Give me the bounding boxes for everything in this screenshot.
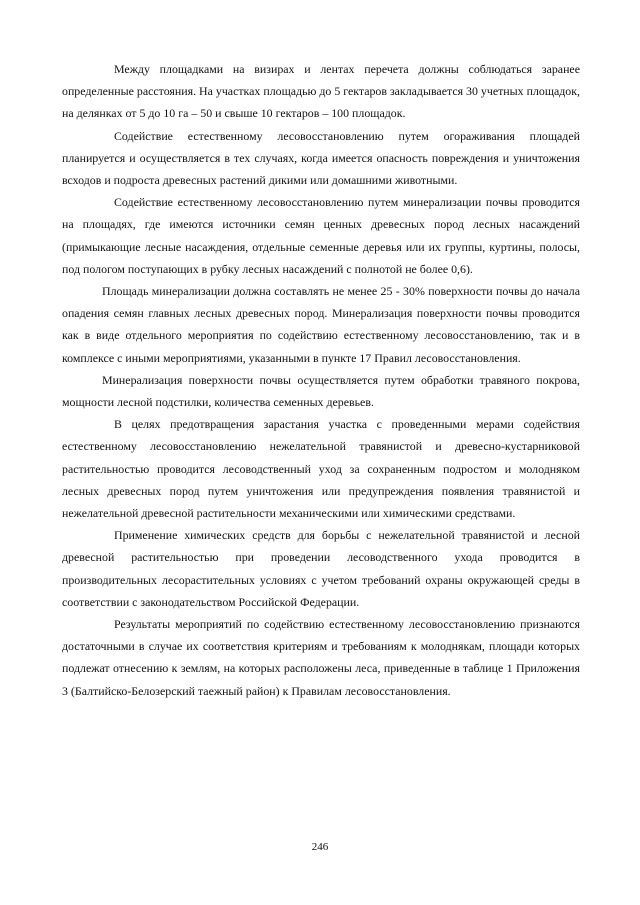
paragraph-6: В целях предотвращения зарастания участка с проведенными мерами содействия естественному лесовосстановлению нежелательной травянистой и древесно-кустарниковой растительностью проводится лесоводственный уход за сохраненным подростом и молодняком лесных древесных пород путем уничтожения или предупреждения появления травянистой и нежелательной древесной растительности механическими или химическими средствами. bbox=[62, 417, 580, 521]
paragraph-4: Площадь минерализации должна составлять не менее 25 - 30% поверхности почвы до начала опадения семян главных лесных древесных пород. Минерализация поверхности почвы проводится как в виде отдельного мероприятия по содействию естественному лесовосстановлению, так и в комплексе с иными мероприятиями, указанными в пункте 17 Правил лесовосстановления. bbox=[62, 284, 580, 365]
paragraph-1: Между площадками на визирах и лентах перечета должны соблюдаться заранее определенные расстояния. На участках площадью до 5 гектаров закладывается 30 учетных площадок, на делянках от 5 до 10 га – 50 и свыше 10 гектаров – 100 площадок. bbox=[62, 62, 580, 121]
page-body bbox=[62, 58, 580, 702]
paragraph-2: Содействие естественному лесовосстановлению путем огораживания площадей планируется и осуществляется в тех случаях, когда имеется опасность повреждения и уничтожения всходов и подроста древесных растений дикими или домашними животными. bbox=[62, 128, 580, 188]
paragraph-7: Применение химических средств для борьбы с нежелательной травянистой и лесной древесной растительностью при проведении лесоводственного ухода проводится в производительных лесорастительных условиях с учетом требований охраны окружающей среды в соответствии с законодательством Российской Федерации. bbox=[62, 528, 580, 609]
paragraph-5: Минерализация поверхности почвы осуществляется путем обработки травяного покрова, мощности лесной подстилки, количества семенных деревьев. bbox=[62, 372, 580, 410]
page-number: 246 bbox=[311, 841, 329, 853]
paragraph-3: Содействие естественному лесовосстановлению путем минерализации почвы проводится на площадях, где имеются источники семян ценных древесных пород лесных насаждений (примыкающие лесные насаждения, отдельные семенные деревья или их группы, куртины, полосы, под пологом поступающих в рубку лесных насаждений с полнотой не более 0,6). bbox=[62, 195, 580, 276]
paragraph-8: Результаты мероприятий по содействию естественному лесовосстановлению признаются достаточными в случае их соответствия критериям и требованиям к молоднякам, площади которых подлежат отнесению к землям, на которых расположены леса, приведенные в таблице 1 Приложения 3 (Балтийско-Белозерский таежный район) к Правилам лесовосстановления. bbox=[62, 617, 580, 698]
